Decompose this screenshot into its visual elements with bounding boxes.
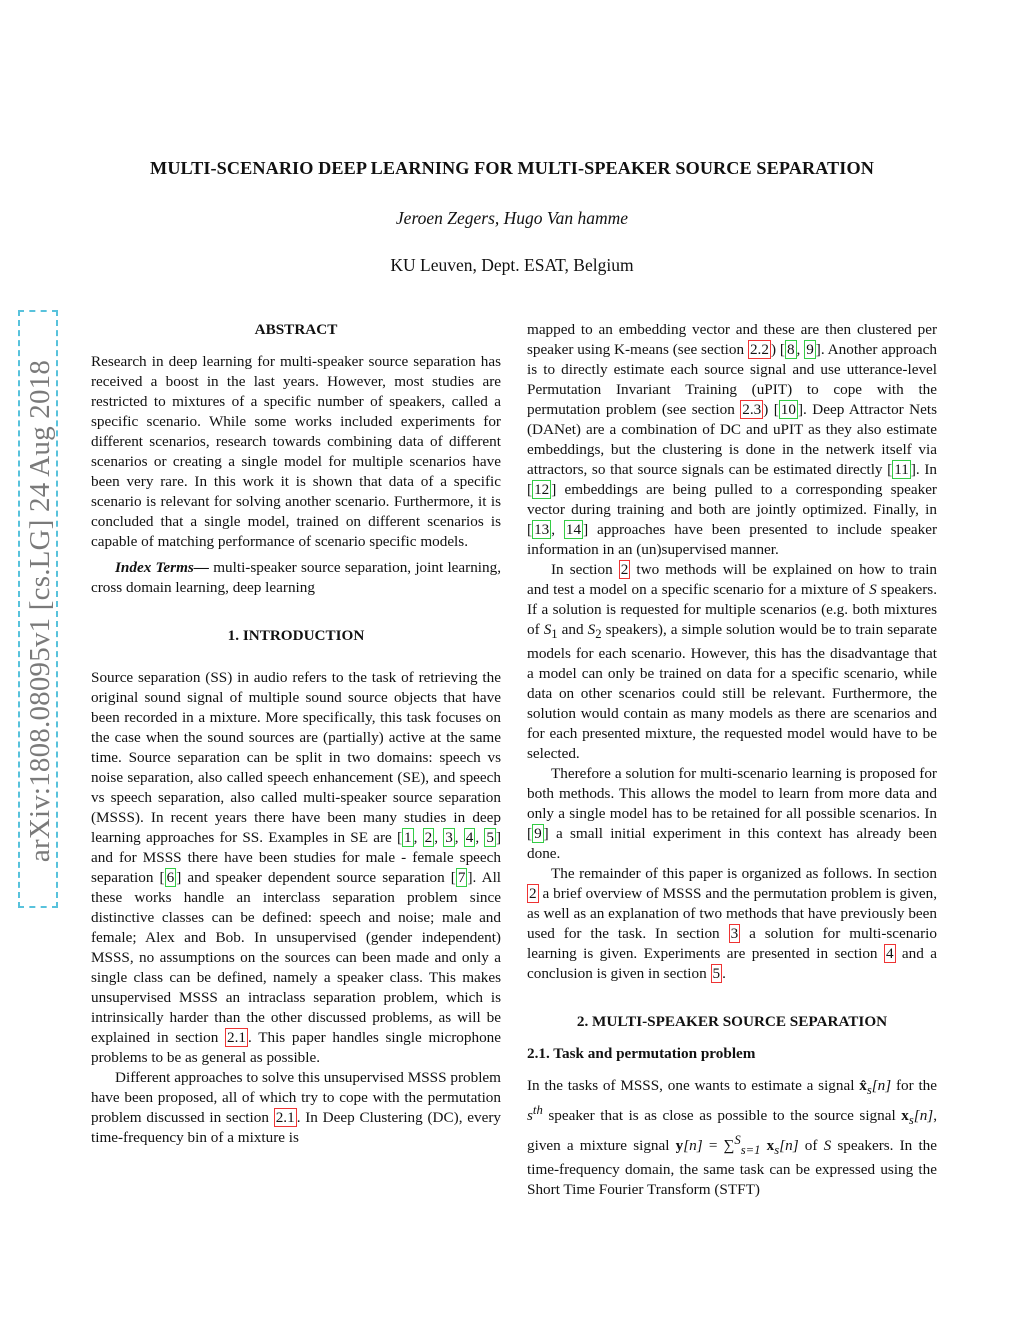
math-subscript: 2 — [595, 627, 602, 642]
section-link-2-3[interactable]: 2.3 — [742, 401, 762, 418]
separator: , — [413, 829, 423, 846]
citation-4[interactable]: 4 — [465, 829, 474, 846]
separator: , — [475, 829, 485, 846]
math-subscript: 1 — [551, 627, 558, 642]
citation-2[interactable]: 2 — [424, 829, 433, 846]
intro-text: ] and speaker dependent source separation [ — [176, 869, 456, 886]
body-text: ] a small initial experiment in this context has already been done. — [527, 825, 937, 863]
math-y: y — [675, 1137, 684, 1155]
body-text: speaker that is as close as possible to the source signal — [542, 1107, 902, 1125]
body-text: ]. Deep Attractor Nets (DANet) are a combination of DC and uPIT as they also estimate embeddings, but the clustering is done in the netwerk itself via attractors, so that source signals can be estimated directly [ — [527, 401, 938, 478]
right-paragraph-4 — [527, 864, 937, 984]
body-text: speakers. In the time-frequency domain, the same task can be expressed using the Short Time Fourier Transform (STFT) — [527, 1137, 937, 1199]
body-text: , given a mixture signal — [527, 1107, 937, 1155]
intro-paragraph-2 — [91, 1068, 501, 1148]
intro-text: . This paper handles single microphone problems to be as general as possible. — [91, 1029, 501, 1066]
intro-text: Source separation (SS) in audio refers to the task of retrieving the original sound signal of multiple sound source objects that have been recorded in a mixture. More specifically, this task focuses on the case when the sound sources are (partially) active at the same time. Source separation can be split in two domains: speech vs noise separation, also called speech enhancement (SE), and speech vs speech separation, also called multi-speaker source separation (MSSS). In recent years there have been many studies in deep learning approaches for SS. Examples in SE are [ — [91, 669, 501, 846]
math-index: [n] — [683, 1137, 703, 1155]
paper-affiliation: KU Leuven, Dept. ESAT, Belgium — [390, 255, 634, 275]
body-text: ] approaches have been presented to include speaker information in an (un)supervised manner. — [527, 521, 937, 558]
section-link-2-2[interactable]: 2.2 — [749, 341, 769, 358]
arxiv-stamp[interactable] — [18, 310, 62, 910]
right-paragraph-2 — [527, 560, 937, 764]
arxiv-id[interactable]: arXiv:1808.08095v1 [cs.LG] 24 Aug 2018 — [24, 359, 56, 863]
subsection-2-1-heading: 2.1. Task and permutation problem — [527, 1045, 756, 1063]
right-paragraph-3 — [527, 764, 937, 864]
intro-text: Different approaches to solve this unsupervised MSSS problem have been proposed, all of which try to cope with the permutation problem discussed in section — [91, 1069, 501, 1126]
citation-9[interactable]: 9 — [534, 825, 542, 843]
citation-5[interactable]: 5 — [486, 829, 494, 846]
intro-text: ] and for MSSS there have been studies for male - female speech separation [ — [91, 829, 502, 886]
section-link-5[interactable]: 5 — [712, 965, 721, 983]
section-link-2[interactable]: 2 — [620, 561, 629, 578]
citation-3[interactable]: 3 — [445, 829, 453, 846]
index-terms-text: multi-speaker source separation, joint learning, cross domain learning, deep learning — [91, 559, 501, 596]
body-text: and a conclusion is given in section — [527, 945, 937, 983]
body-text: Therefore a solution for multi-scenario learning is proposed for both methods. This allows the model to learn from more data and only a single model has to be retained for all possible scenarios. In [ — [527, 765, 937, 843]
citation-1[interactable]: 1 — [404, 829, 412, 846]
math-subscript: s — [774, 1143, 780, 1158]
paper-authors: Jeroen Zegers, Hugo Van hamme — [395, 208, 629, 228]
math-superscript: th — [532, 1103, 543, 1118]
citation-14[interactable]: 14 — [565, 521, 582, 538]
body-text: a solution for multi-scenario learning is given. Experiments are presented in section — [527, 925, 937, 963]
math-S: S — [543, 621, 552, 638]
math-index: [n] — [913, 1107, 934, 1125]
body-text: and — [557, 621, 588, 638]
citation-10[interactable]: 10 — [780, 401, 796, 418]
math-S: S — [587, 621, 596, 638]
body-text: . — [722, 965, 726, 983]
math-sum: = ∑ — [702, 1137, 735, 1155]
abstract-heading: ABSTRACT — [254, 321, 338, 338]
body-text: speakers. If a solution is requested for multiple scenarios (e.g. both mixtures of — [527, 581, 937, 638]
body-text: The remainder of this paper is organized as follows. In section — [551, 865, 937, 883]
section-link-4[interactable]: 4 — [885, 945, 894, 963]
math-S: S — [869, 581, 877, 598]
index-terms — [91, 558, 501, 598]
section-link-2-1[interactable]: 2.1 — [227, 1029, 246, 1046]
separator: , — [454, 829, 464, 846]
body-text: mapped to an embedding vector and these are then clustered per speaker using K-means (see section — [527, 321, 937, 358]
body-text: a brief overview of MSSS and the permutation problem is given, as well as an explanation of two methods that have previously been used for the task. In section — [527, 885, 937, 943]
intro-text: ]. All these works handle an interclass separation problem since distinctive classes can be defined: speech and noise; male and female; Alex and Bob. In unsupervised (gender independent) MSSS, no assumptions on the sources can been made and only a single class can be defined, namely a speaker class. This makes unsupervised MSSS an intraclass separation problem, which is intrinsically harder than the other discussed problems, as will be explained in section — [91, 869, 502, 1046]
body-text: for the — [891, 1077, 938, 1095]
separator: , — [551, 521, 564, 538]
body-text: speakers), a simple solution would be to train separate models for each scenario. However, this has the disadvantage that a model can only be trained on data for a specific scenario, while data on other scenarios could still be relevant. Furthermore, the solution would contain as many models as there are scenarios and for each presented mixture, the requested model would have to be selected. — [527, 621, 937, 763]
right-paragraph-5 — [527, 1076, 937, 1200]
section-link-2-1[interactable]: 2.1 — [275, 1109, 295, 1126]
body-text: two methods will be explained on how to train and test a model on a specific scenario for a mixture of — [527, 561, 938, 598]
citation-11[interactable]: 11 — [894, 461, 909, 478]
math-x: x — [760, 1137, 775, 1155]
section-link-3[interactable]: 3 — [730, 925, 739, 943]
math-subscript: s — [866, 1083, 872, 1098]
body-text: ] embeddings are being pulled to a corresponding speaker vector during training and both are jointly optimized. Finally, in [ — [527, 481, 937, 538]
intro-heading: 1. INTRODUCTION — [227, 627, 365, 644]
intro-paragraph-1 — [91, 668, 501, 1068]
math-x: x — [901, 1107, 909, 1125]
citation-9[interactable]: 9 — [806, 341, 814, 358]
body-text: ]. Another approach is to directly estimate each source signal and use utterance-level Permutation Invariant Training (uPIT) to cope with the permutation problem (see section — [527, 341, 937, 418]
section-link-2[interactable]: 2 — [529, 885, 537, 903]
math-subscript: s=1 — [740, 1143, 761, 1158]
paper-title: MULTI-SCENARIO DEEP LEARNING FOR MULTI-SPEAKER SOURCE SEPARATION — [150, 158, 874, 178]
right-paragraph-1 — [527, 320, 937, 560]
intro-text: . In Deep Clustering (DC), every time-frequency bin of a mixture is — [91, 1109, 501, 1146]
citation-8[interactable]: 8 — [786, 341, 795, 358]
right-column — [527, 320, 937, 1200]
section-2-heading: 2. MULTI-SPEAKER SOURCE SEPARATION — [576, 1013, 888, 1031]
separator: , — [796, 341, 805, 358]
citation-7[interactable]: 7 — [457, 869, 466, 886]
body-text: ]. In [ — [527, 461, 937, 498]
body-text: In the tasks of MSSS, one wants to estimate a signal — [527, 1077, 860, 1095]
body-text: ) [ — [763, 401, 779, 418]
abstract-text: Research in deep learning for multi-speaker source separation has received a boost in the last years. However, most studies are restricted to mixtures of a specific number of speakers, called a specific scenario. While some works included experiments for different scenarios, research towards combining data of different scenarios or creating a single model for multiple scenarios have been very rare. In this work it is shown that data of a specific scenario is relevant for solving another scenario. Furthermore, it is concluded that a single model, trained on different scenarios is capable of matching performance of scenario specific models. — [91, 353, 501, 550]
math-S: S — [823, 1137, 832, 1155]
separator: , — [434, 829, 444, 846]
math-superscript: S — [734, 1133, 741, 1148]
body-text: In section — [551, 561, 619, 578]
citation-13[interactable]: 13 — [534, 521, 550, 538]
math-xhat: x̂ — [859, 1077, 867, 1095]
body-text: ) [ — [770, 341, 785, 358]
citation-12[interactable]: 12 — [534, 481, 550, 498]
body-text: of — [798, 1137, 824, 1155]
math-subscript: s — [908, 1113, 914, 1128]
citation-6[interactable]: 6 — [166, 869, 175, 886]
math-index: [n] — [871, 1077, 892, 1095]
math-s: s — [527, 1107, 533, 1125]
index-terms-label: Index Terms— — [115, 559, 209, 576]
math-index: [n] — [779, 1137, 799, 1155]
left-column — [91, 320, 501, 1148]
